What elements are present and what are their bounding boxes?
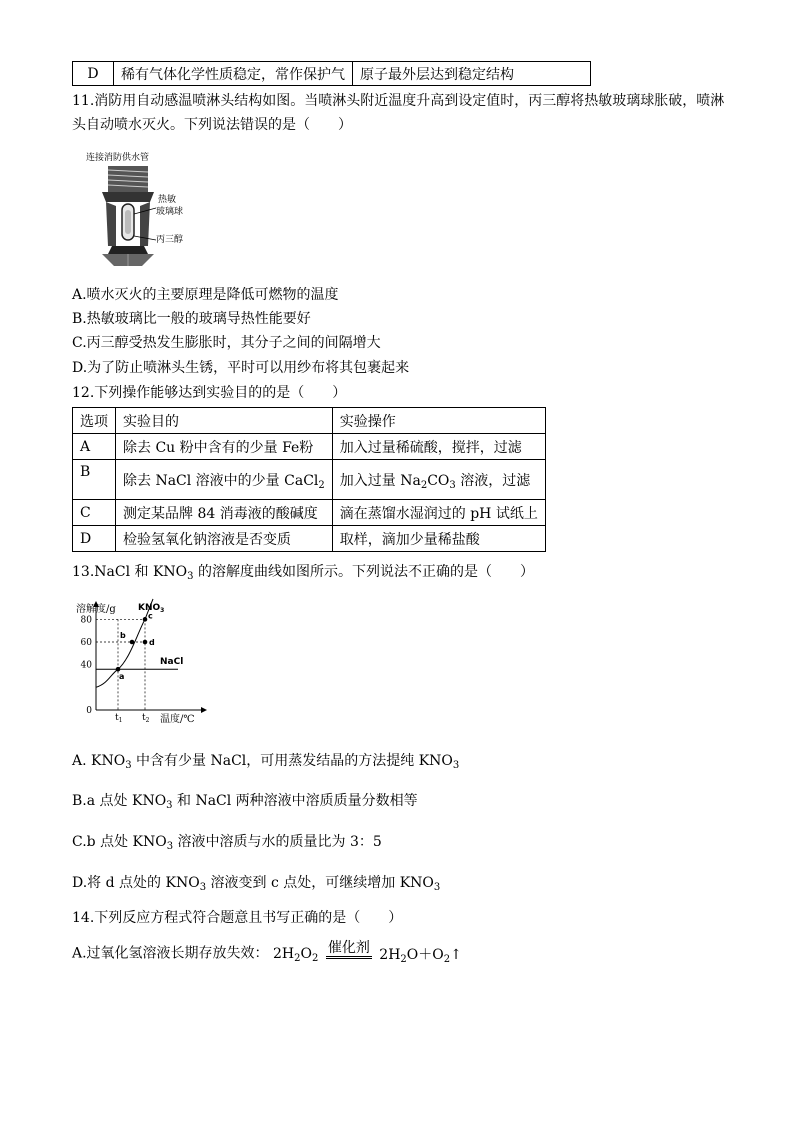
point-d	[143, 640, 148, 645]
q12-row-a-aim: 除去 Cu 粉中含有的少量 Fe粉	[116, 434, 333, 460]
q12-stem: 12.下列操作能够达到实验目的的是（ ）	[72, 385, 347, 401]
q11-option-a: A.喷水灭火的主要原理是降低可燃物的温度	[72, 287, 339, 303]
q14-option-a: A.过氧化氢溶液长期存放失效： $2H_2O_2$ 催化剂 $2H_2O+O_2↑$	[72, 940, 462, 967]
q12-row-b-operation: 加入过量 $Na_2CO_3$ 溶液，过滤	[332, 460, 545, 500]
q12-row-d-operation: 取样，滴加少量稀盐酸	[332, 526, 545, 552]
top-table-fact: 稀有气体化学性质稳定，常作保护气	[114, 62, 353, 86]
q11-stem-line2: 头自动喷水灭火。下列说法错误的是（ ）	[72, 117, 352, 133]
q12-row-c-operation: 滴在蒸馏水湿润过的 pH 试纸上	[332, 500, 545, 526]
top-table	[72, 61, 591, 86]
equation-products: $2H_2O+O_2↑$	[379, 946, 462, 965]
point-label-d: d	[149, 638, 155, 647]
q12-row-a-option: A	[73, 434, 116, 460]
top-table-reason: 原子最外层达到稳定结构	[353, 62, 591, 86]
y-tick-label: 40	[80, 660, 92, 671]
q14-stem: 14.下列反应方程式符合题意且书写正确的是（ ）	[72, 910, 403, 926]
catalyst-label: 催化剂	[326, 940, 372, 959]
point-label-b: b	[120, 631, 126, 640]
point-label-c: c	[148, 611, 153, 621]
top-table-option: D	[73, 62, 114, 86]
nacl-series-label: NaCl	[160, 657, 184, 668]
y-tick-label: 80	[80, 615, 92, 626]
q13-option-b: B.a 点处 $KNO_3$ 和 NaCl 两种溶液中溶质质量分数相等	[72, 793, 418, 811]
equation-arrow	[326, 940, 372, 967]
label-bulb-2: 玻璃球	[156, 207, 184, 217]
q12-row-d-aim: 检验氢氧化钠溶液是否变质	[116, 526, 333, 552]
q12-row-a-operation: 加入过量稀硫酸，搅拌，过滤	[332, 434, 545, 460]
q13-option-a: A. $KNO_3$ 中含有少量 NaCl，可用蒸发结晶的方法提纯 $KNO_3$	[72, 753, 460, 771]
x-axis-label: 温度/℃	[160, 714, 195, 725]
sprinkler-figure	[72, 148, 202, 270]
y-tick-label: 60	[80, 638, 92, 648]
equation-reactant: $2H_2O_2$	[273, 945, 319, 964]
solubility-chart	[72, 598, 222, 728]
q13-stem: 13.NaCl 和 $KNO_3$ 的溶解度曲线如图所示。下列说法不正确的是（ ）	[72, 564, 534, 582]
q11-stem-line1: 11.消防用自动感温喷淋头结构如图。当喷淋头附近温度升高到设定值时，丙三醇将热敏玻璃球胀破，喷淋	[72, 93, 725, 109]
sprinkler-caption: 连接消防供水管	[86, 153, 150, 163]
kno3-series-label: $KNO_3$	[138, 603, 165, 614]
label-bulb-1: 热敏	[158, 195, 177, 205]
y-axis-label: 溶解度/g	[76, 604, 116, 615]
x-tick-label: $t_1$	[115, 713, 123, 724]
point-c	[143, 617, 148, 622]
x-tick-label: $t_2$	[142, 713, 150, 724]
q12-header-aim: 实验目的	[116, 408, 333, 434]
point-label-a: a	[119, 672, 125, 682]
q13-option-c: C.b 点处 $KNO_3$ 溶液中溶质与水的质量比为 3：5	[72, 834, 382, 852]
point-b	[130, 640, 135, 645]
q11-option-d: D.为了防止喷淋头生锈，平时可以用纱布将其包裹起来	[72, 360, 410, 376]
q12-row-c-option: C	[73, 500, 116, 526]
q12-row-c-aim: 测定某品牌 84 消毒液的酸碱度	[116, 500, 333, 526]
y-tick-label: 0	[86, 706, 92, 716]
q12-row-d-option: D	[73, 526, 116, 552]
point-a	[116, 667, 121, 672]
q11-option-b: B.热敏玻璃比一般的玻璃导热性能要好	[72, 311, 311, 327]
q11-option-c: C.丙三醇受热发生膨胀时，其分子之间的间隔增大	[72, 335, 381, 351]
label-glycerol: 丙三醇	[156, 235, 184, 245]
q12-table	[72, 407, 546, 552]
q13-option-d: D.将 d 点处的 $KNO_3$ 溶液变到 c 点处，可继续增加 $KNO_3$	[72, 875, 441, 893]
q12-row-b-aim: 除去 NaCl 溶液中的少量 CaCl$_2$	[116, 460, 333, 500]
q12-header-option: 选项	[73, 408, 116, 434]
q12-header-operation: 实验操作	[332, 408, 545, 434]
q12-row-b-option: B	[73, 460, 116, 500]
